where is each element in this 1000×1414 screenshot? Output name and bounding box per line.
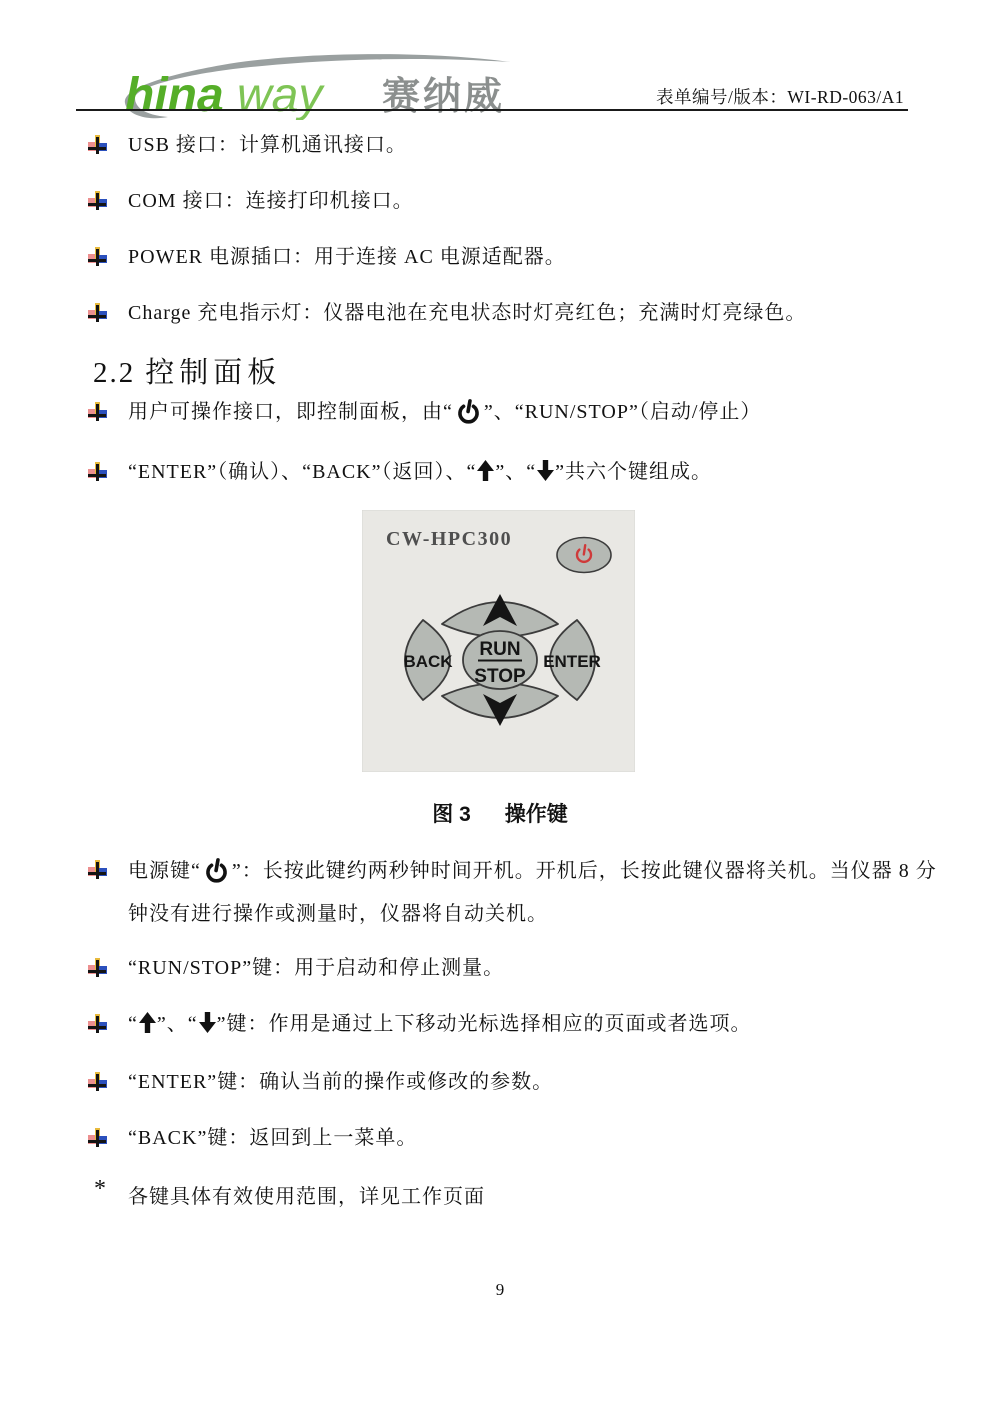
figure-caption-label: 图 3 [432,803,471,826]
down-arrow-icon [199,1012,216,1033]
arrow-keys-pre: “ [128,1013,138,1035]
list-bullet-icon [88,462,108,482]
list-bullet-icon [88,1014,108,1034]
list-item-panel-intro-2 [128,457,712,487]
list-item-panel-intro-1 [128,397,761,427]
up-arrow-icon [477,460,494,481]
section-heading [93,350,281,391]
arrow-keys-post: ”键：作用是通过上下移动光标选择相应的页面或者选项。 [216,1013,752,1035]
enter-label: ENTER [543,652,601,671]
intro-2-pre: “ENTER”（确认）、“BACK”（返回）、“ [128,461,477,483]
list-bullet-icon [88,1128,108,1148]
stop-label: STOP [474,666,526,687]
power-key-pre: 电源键“ [128,860,201,882]
list-bullet-icon [88,402,108,422]
logo-text-way: way [237,69,323,120]
panel-power-button [557,538,611,573]
list-item-arrow-keys [128,1009,752,1039]
page-number: 9 [495,1280,505,1299]
list-item-enter-key: “ENTER”键：确认当前的操作或修改的参数。 [128,1071,554,1093]
list-item-power-key [128,850,946,936]
list-item-com: COM 接口：连接打印机接口。 [128,190,414,212]
arrow-keys-mid: ”、“ [156,1013,198,1035]
section-number: 2.2 [93,357,136,389]
list-item-back-key: “BACK”键：返回到上一菜单。 [128,1127,418,1149]
list-bullet-icon [88,303,108,323]
list-bullet-icon [88,860,108,880]
note-text: 各键具体有效使用范围，详见工作页面 [128,1186,485,1208]
panel-run-stop-button [463,631,537,689]
run-label: RUN [479,639,521,660]
intro-1-post: ”、“RUN/STOP”（启动/停止） [483,401,762,423]
list-item-charge: Charge 充电指示灯：仪器电池在充电状态时灯亮红色；充满时灯亮绿色。 [128,302,807,324]
section-title: 控制面板 [145,357,282,389]
list-item-power-socket: POWER 电源插口：用于连接 AC 电源适配器。 [128,246,566,268]
list-bullet-icon [88,1072,108,1092]
panel-model-label: CW-HPC300 [386,528,513,550]
intro-1-pre: 用户可操作接口，即控制面板，由“ [128,401,453,423]
control-panel-figure [362,510,635,772]
power-symbol-icon [203,857,230,884]
list-item-usb: USB 接口：计算机通讯接口。 [128,134,407,156]
doc-code: 表单编号/版本：WI-RD-063/A1 [656,87,905,107]
note-marker: * [94,1176,106,1202]
intro-2-post: ”共六个键组成。 [555,461,713,483]
back-label: BACK [403,652,453,671]
header-rule [76,109,908,111]
list-bullet-icon [88,247,108,267]
power-key-post: ”：长按此键约两秒钟时间开机。开机后，长按此键仪器将关机。当仪器 8 分钟没有进行操作或测量时，仪器将自动关机。 [128,860,937,925]
svg-text:hina way [125,69,325,120]
down-arrow-icon [537,460,554,481]
logo-text-chinese: 赛纳威 [382,76,506,118]
list-bullet-icon [88,135,108,155]
list-item-run-stop-key: “RUN/STOP”键：用于启动和停止测量。 [128,957,505,979]
list-bullet-icon [88,958,108,978]
power-symbol-icon [455,398,482,425]
figure-caption [0,798,1000,828]
logo-text-hina: hina [125,69,224,120]
figure-caption-title: 操作键 [504,803,568,826]
list-bullet-icon [88,191,108,211]
intro-2-mid: ”、“ [495,461,537,483]
up-arrow-icon [139,1012,156,1033]
